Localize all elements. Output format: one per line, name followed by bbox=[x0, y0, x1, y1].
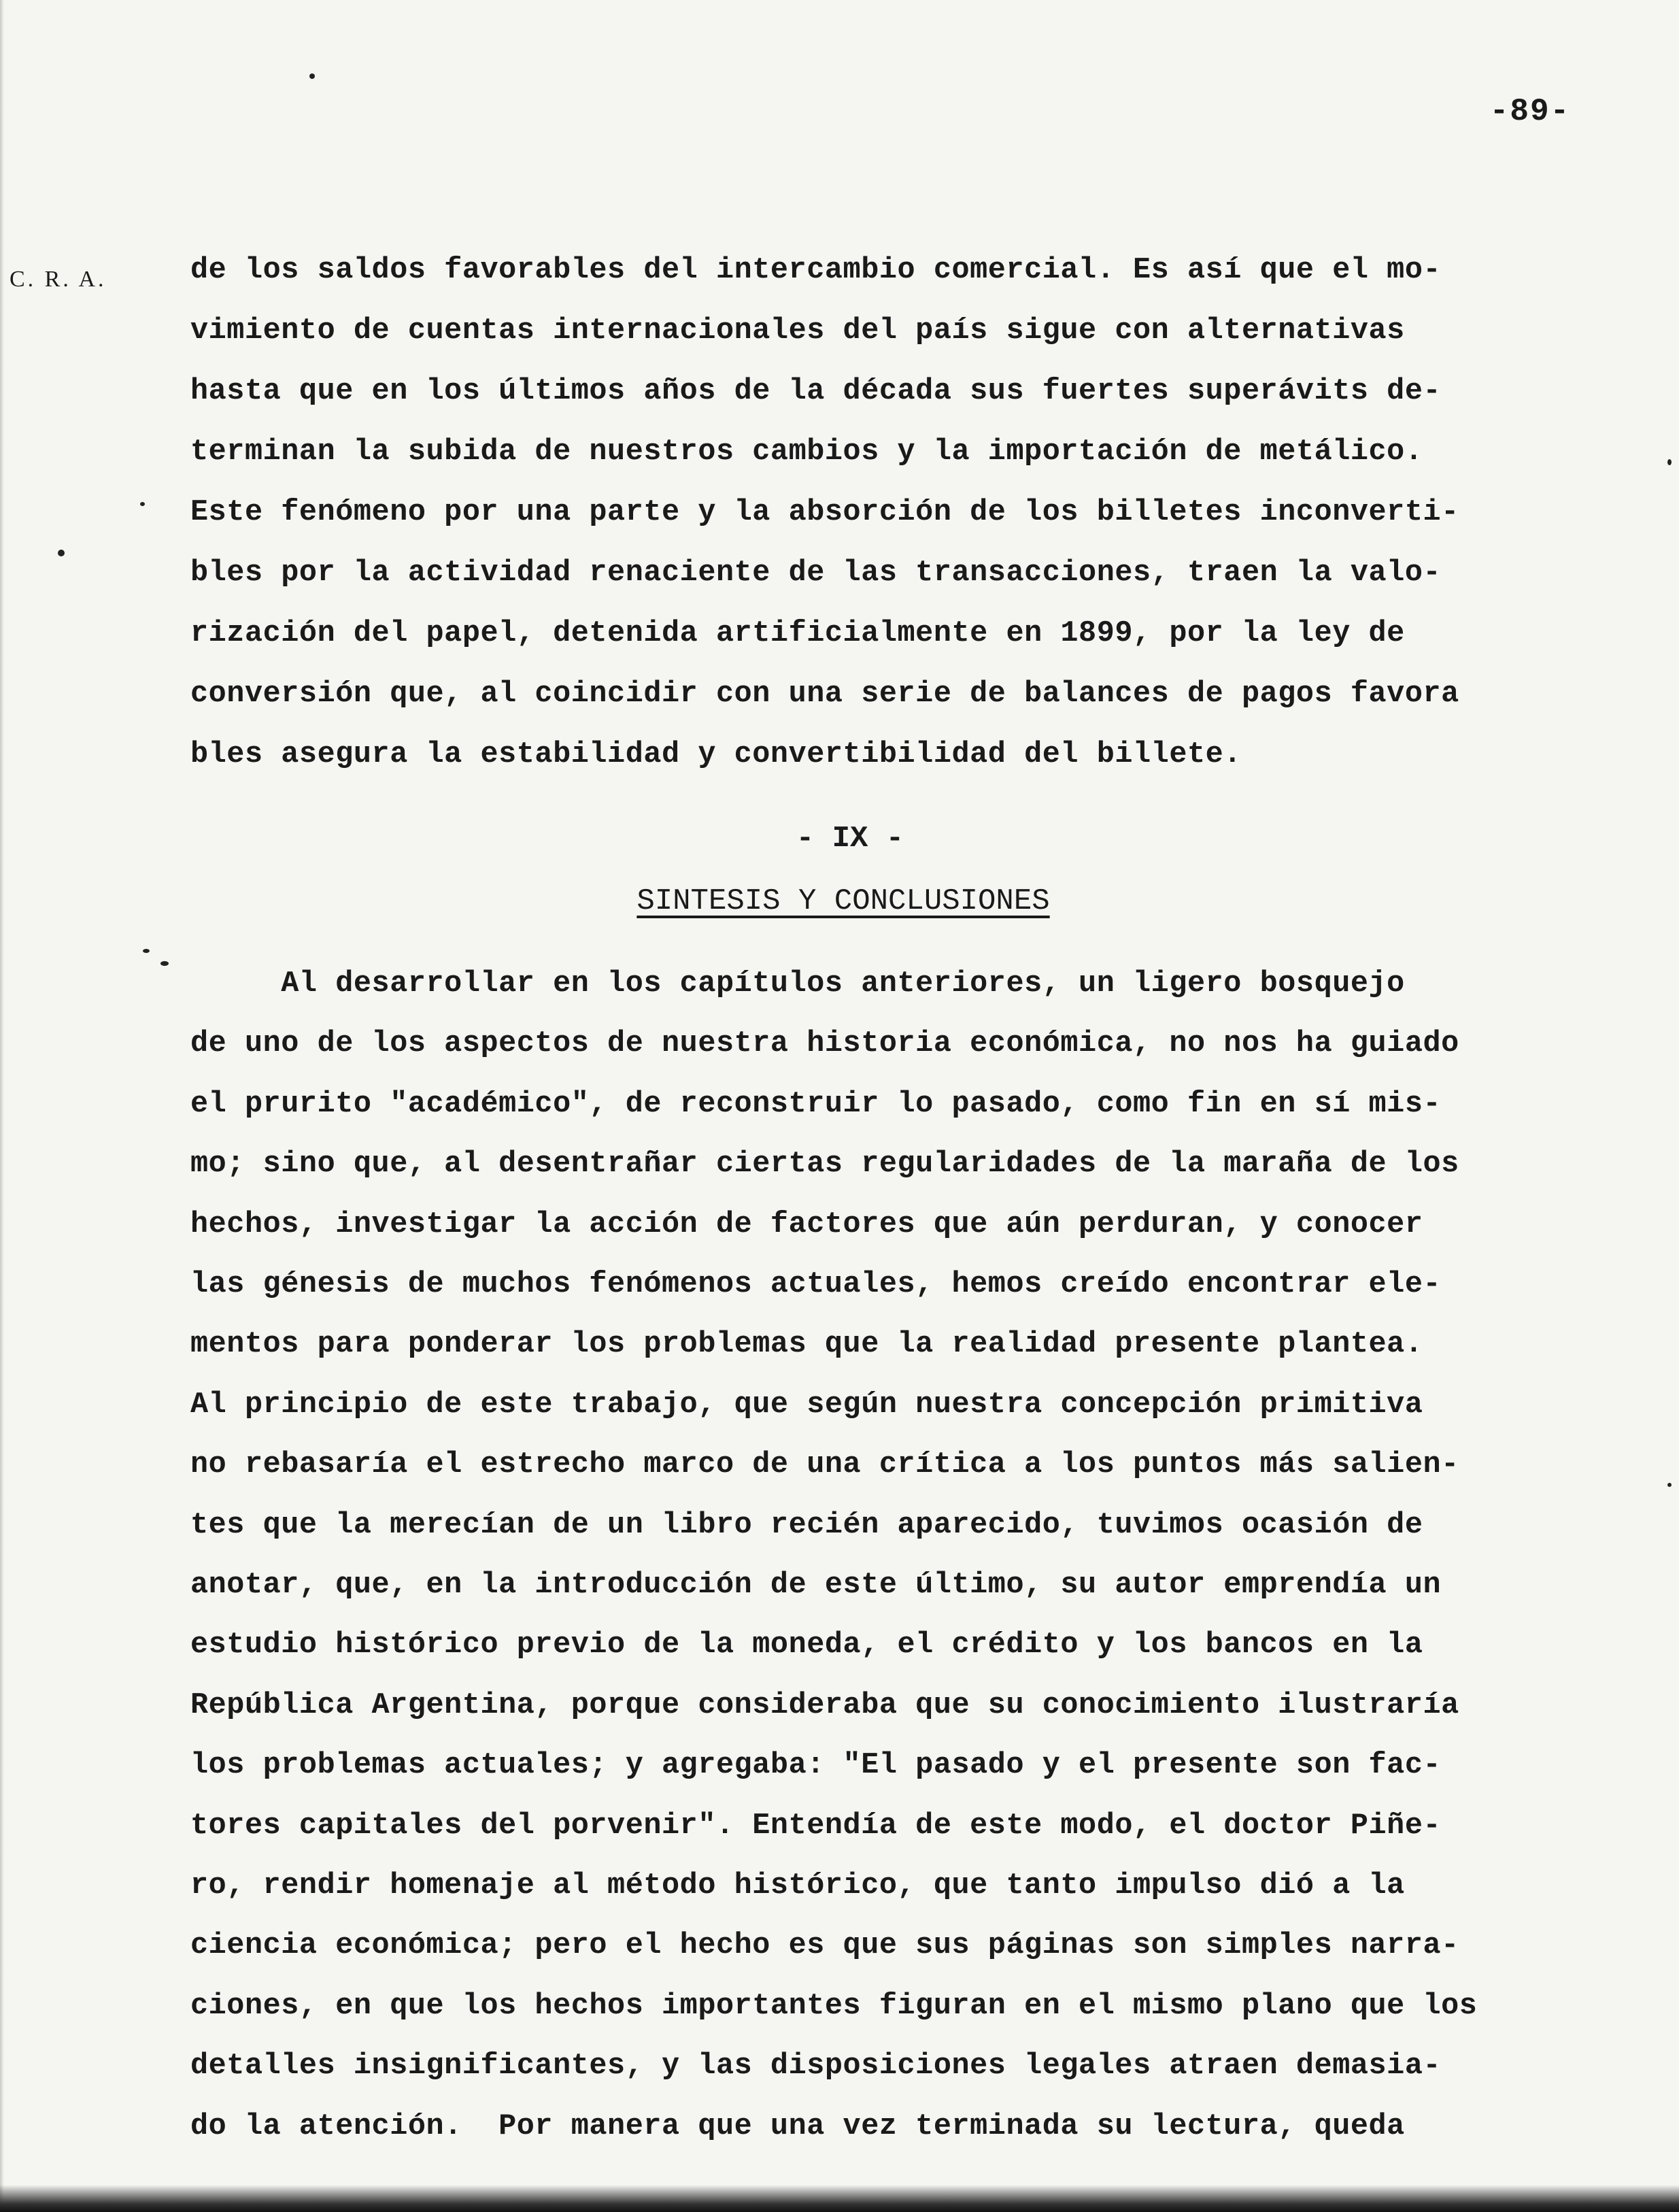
text-line: vimiento de cuentas internacionales del país sigue con alternativas bbox=[190, 314, 1405, 348]
text-line: detalles insignificantes, y las disposiciones legales atraen demasia- bbox=[190, 2049, 1442, 2083]
text-line: hechos, investigar la acción de factores que aún perduran, y conocer bbox=[190, 1207, 1423, 1241]
text-line: ciones, en que los hechos importantes figuran en el mismo plano que los bbox=[190, 1989, 1478, 2023]
section-number: - IX - bbox=[796, 822, 904, 856]
text-line: anotar, que, en la introducción de este último, su autor emprendía un bbox=[190, 1569, 1442, 1602]
scan-speck bbox=[140, 502, 145, 506]
page-number: -89- bbox=[1489, 94, 1571, 129]
scan-speck bbox=[160, 961, 169, 966]
text-line: no rebasaría el estrecho marco de una crítica a los puntos más salien- bbox=[190, 1448, 1459, 1482]
text-line: mo; sino que, al desentrañar ciertas regularidades de la maraña de los bbox=[190, 1147, 1459, 1182]
scan-speck bbox=[1667, 459, 1672, 465]
text-line: rización del papel, detenida artificialmente en 1899, por la ley de bbox=[190, 617, 1405, 650]
scan-edge-bottom bbox=[0, 2185, 1679, 2212]
section-heading: SINTESIS Y CONCLUSIONES bbox=[637, 884, 1050, 918]
text-line: conversión que, al coincidir con una serie de balances de pagos favora bbox=[190, 677, 1459, 711]
text-line: estudio histórico previo de la moneda, el crédito y los bancos en la bbox=[190, 1628, 1423, 1662]
text-line: bles por la actividad renaciente de las transacciones, traen la valo- bbox=[190, 556, 1442, 590]
text-line: ciencia económica; pero el hecho es que sus páginas son simples narra- bbox=[190, 1929, 1459, 1963]
text-line: Este fenómeno por una parte y la absorción de los billetes inconverti- bbox=[190, 496, 1459, 529]
text-line: Al principio de este trabajo, que según nuestra concepción primitiva bbox=[190, 1388, 1423, 1422]
text-line: tes que la merecían de un libro recién aparecido, tuvimos ocasión de bbox=[190, 1508, 1423, 1542]
text-line: el prurito "académico", de reconstruir lo pasado, como fin en sí mis- bbox=[190, 1087, 1442, 1121]
text-line: do la atención. Por manera que una vez terminada su lectura, queda bbox=[190, 2109, 1405, 2143]
text-line: bles asegura la estabilidad y convertibilidad del billete. bbox=[190, 738, 1242, 771]
text-line: ro, rendir homenaje al método histórico, que tanto impulso dió a la bbox=[190, 1869, 1405, 1903]
text-line: terminan la subida de nuestros cambios y la importación de metálico. bbox=[190, 435, 1423, 469]
text-line: República Argentina, porque consideraba que su conocimiento ilustraría bbox=[190, 1688, 1459, 1722]
margin-annotation: C. R. A. bbox=[10, 267, 107, 292]
text-line: mentos para ponderar los problemas que la realidad presente plantea. bbox=[190, 1328, 1423, 1362]
text-line: de uno de los aspectos de nuestra historia económica, no nos ha guiado bbox=[190, 1027, 1459, 1061]
text-line: las génesis de muchos fenómenos actuales, hemos creído encontrar ele- bbox=[190, 1268, 1442, 1301]
scan-speck bbox=[143, 949, 150, 953]
scan-speck bbox=[58, 550, 65, 556]
scan-speck bbox=[1667, 1483, 1672, 1487]
text-line: los problemas actuales; y agregaba: "El pasado y el presente son fac- bbox=[190, 1749, 1442, 1783]
text-line: tores capitales del porvenir". Entendía de este modo, el doctor Piñe- bbox=[190, 1809, 1442, 1843]
scan-edge-left bbox=[0, 0, 4, 2212]
text-line: Al desarrollar en los capítulos anteriores, un ligero bosquejo bbox=[190, 967, 1405, 1001]
text-line: de los saldos favorables del intercambio comercial. Es así que el mo- bbox=[190, 254, 1442, 287]
text-line: hasta que en los últimos años de la década sus fuertes superávits de- bbox=[190, 375, 1442, 408]
scan-speck bbox=[309, 73, 315, 79]
